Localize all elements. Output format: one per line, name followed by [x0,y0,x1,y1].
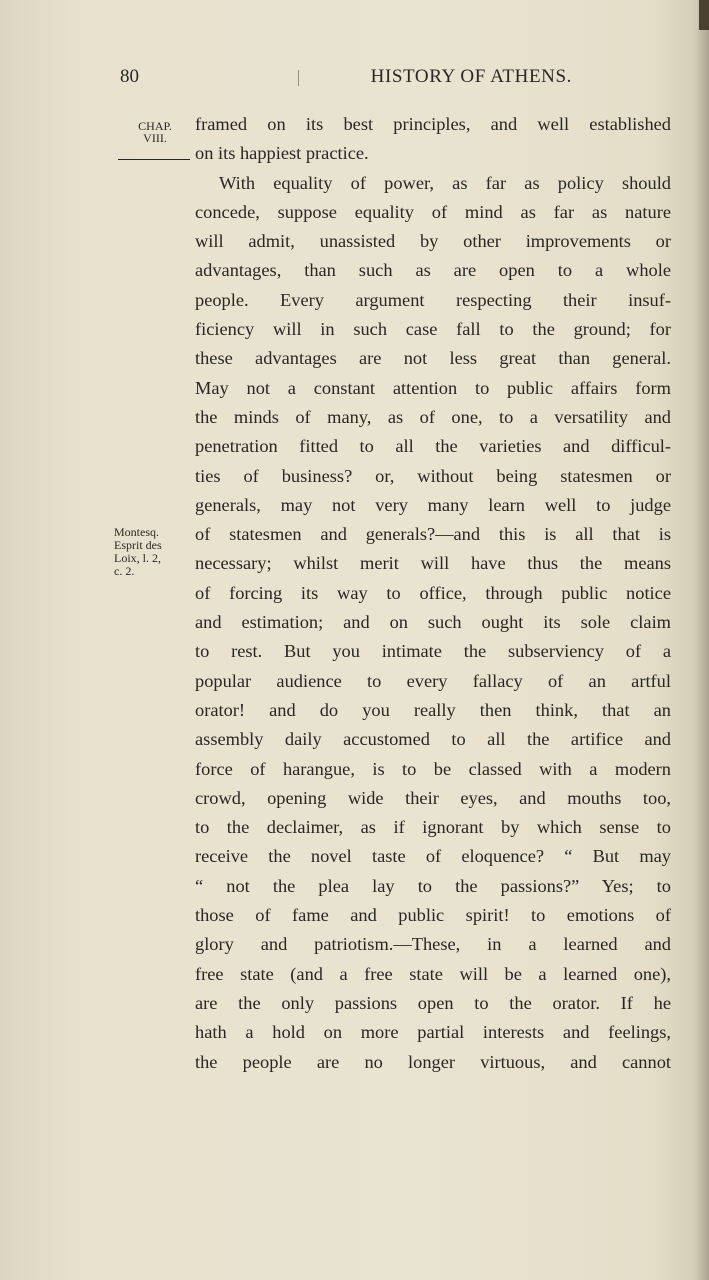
chapter-rule [118,159,190,160]
page-corner-mark [699,0,709,30]
text-line: of statesmen and generals?—and this is all that is [195,524,671,545]
text-line: concede, suppose equality of mind as far as nature [195,201,671,222]
chapter-number: VIII. [143,131,167,145]
text-line: “ not the plea lay to the passions?” Yes; to [195,875,671,896]
text-line: will admit, unassisted by other improvements or [195,231,671,252]
text-line: free state (and a free state will be a learned one), [195,963,671,984]
text-line: these advantages are not less great than general. [195,348,671,369]
text-line: May not a constant attention to public affairs form [195,377,671,398]
margin-note-line: c. 2. [114,564,135,578]
text-line: ties of business? or, without being statesmen or [195,465,671,486]
text-line: With equality of power, as far as policy should [219,172,671,193]
text-line: framed on its best principles, and well established [195,114,671,134]
margin-note-line: Loix, l. 2, [114,551,161,565]
text-line: people. Every argument respecting their insuf- [195,289,671,310]
text-line: the people are no longer virtuous, and cannot [195,1051,671,1072]
text-line: receive the novel taste of eloquence? “ But may [195,846,671,867]
margin-note-line: Esprit des [114,538,162,552]
margin-note [114,526,180,578]
chapter-marker [118,120,192,144]
text-line: crowd, opening wide their eyes, and mouths too, [195,787,671,808]
text-line: popular audience to every fallacy of an artful [195,670,671,691]
text-line: orator! and do you really then think, that an [195,699,671,720]
text-line: on its happiest practice. [195,143,369,164]
text-line: to the declaimer, as if ignorant by which sense to [195,817,671,838]
text-line: penetration fitted to all the varieties and difficul- [195,436,671,457]
text-line: and estimation; and on such ought its sole claim [195,612,671,633]
text-line: those of fame and public spirit! to emotions of [195,905,671,926]
page-number: 80 [120,66,139,87]
text-line: to rest. But you intimate the subserviency of a [195,641,671,662]
body-text [195,110,671,1077]
text-line: ficiency will in such case fall to the ground; for [195,319,671,340]
text-line: advantages, than such as are open to a whole [195,260,671,281]
chapter-label: CHAP. [138,119,172,133]
text-line: force of harangue, is to be classed with a modern [195,758,671,779]
text-line: the minds of many, as of one, to a versatility and [195,406,671,427]
margin-note-line: Montesq. [114,525,159,539]
page-header [120,66,572,94]
text-line: hath a hold on more partial interests and feelings, [195,1022,671,1043]
text-line: assembly daily accustomed to all the artifice and [195,729,671,750]
running-title: HISTORY OF ATHENS. [370,66,572,87]
text-line: glory and patriotism.—These, in a learned and [195,934,671,955]
header-separator [298,70,299,86]
text-line: generals, may not very many learn well to judge [195,494,671,515]
text-line: necessary; whilst merit will have thus the means [195,553,671,574]
page-edge-shadow [695,0,709,1280]
text-line: of forcing its way to office, through public notice [195,582,671,603]
text-line: are the only passions open to the orator. If he [195,992,671,1013]
